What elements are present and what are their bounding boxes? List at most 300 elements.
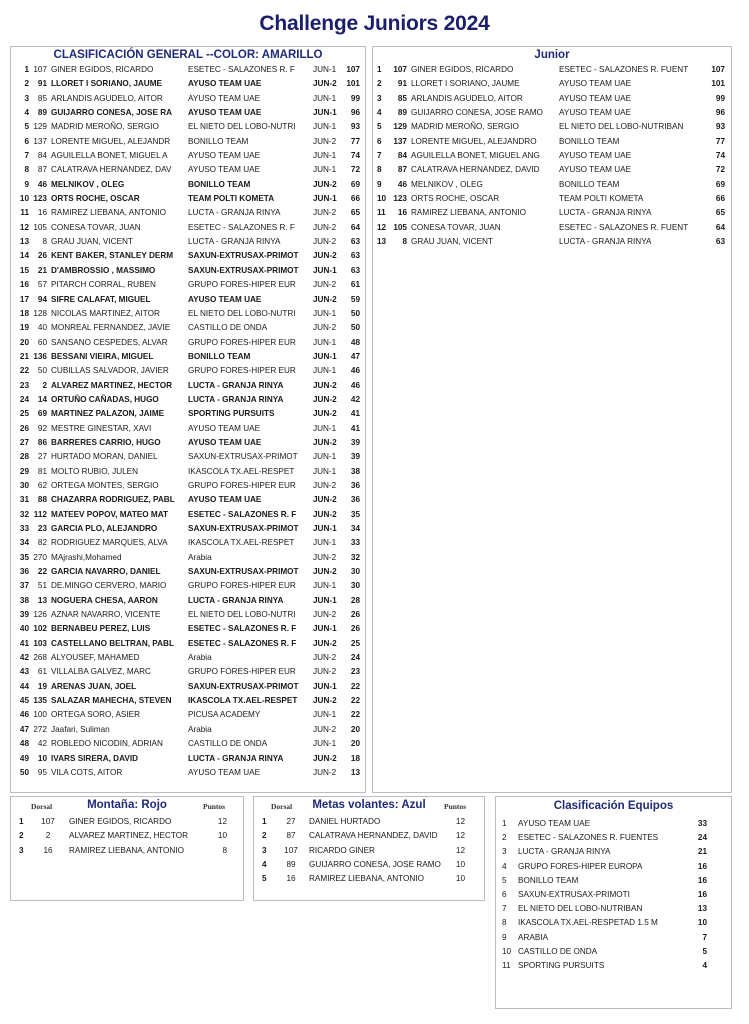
category-cell: JUN-1 — [313, 681, 337, 691]
team-cell: CASTILLO DE ONDA — [188, 739, 268, 749]
team-cell: IKASCOLA TX.AEL-RESPET — [188, 696, 298, 706]
team-name-cell: EL NIETO DEL LOBO-NUTRIBAN — [518, 904, 643, 914]
category-cell: JUN-2 — [313, 394, 337, 404]
rank-cell: 16 — [19, 280, 29, 290]
points-cell: 74 — [715, 151, 725, 161]
dorsal-cell: 89 — [397, 108, 407, 118]
points-cell: 69 — [715, 179, 725, 189]
rank-cell: 14 — [19, 251, 29, 261]
rank-cell: 11 — [20, 208, 29, 218]
rider-name-cell: MADRID MEROÑO, SERGIO — [51, 122, 159, 132]
category-cell: JUN-2 — [313, 767, 337, 777]
rider-name-cell: DANIEL HURTADO — [309, 817, 381, 826]
category-cell: JUN-1 — [313, 524, 337, 533]
team-name-cell: SPORTING PURSUITS — [518, 960, 605, 970]
category-cell: JUN-2 — [313, 208, 337, 218]
table-row — [373, 120, 731, 134]
table-row — [11, 723, 365, 737]
table-row — [11, 651, 365, 665]
rank-cell: 29 — [19, 466, 29, 476]
table-row — [11, 551, 365, 565]
rank-cell: 19 — [19, 323, 29, 333]
general-classification-table — [11, 63, 365, 780]
dorsal-cell: 94 — [37, 294, 47, 304]
team-cell: LUCTA - GRANJA RINYA — [188, 595, 284, 605]
category-cell: JUN-2 — [313, 222, 337, 232]
table-row — [11, 752, 365, 766]
rank-cell: 9 — [24, 179, 29, 189]
team-cell: GRUPO FORES-HIPER EUR — [188, 667, 296, 677]
dorsal-cell: 88 — [37, 495, 47, 505]
table-row — [496, 959, 731, 973]
table-row — [373, 77, 731, 91]
team-cell: LUCTA - GRANJA RINYA — [188, 208, 281, 218]
points-cell: 50 — [350, 323, 360, 333]
rank-cell: 1 — [262, 817, 267, 826]
points-cell: 12 — [455, 831, 465, 841]
rider-name-cell: GINER EGIDOS, RICARDO — [411, 65, 514, 74]
points-cell: 99 — [350, 93, 360, 103]
rider-name-cell: CALATRAVA HERNANDEZ, DAVID — [411, 165, 540, 175]
table-row — [11, 815, 243, 829]
category-cell: JUN-1 — [313, 710, 337, 720]
team-cell: GRUPO FORES-HIPER EUR — [188, 337, 296, 347]
table-row — [11, 407, 365, 421]
team-cell: EL NIETO DEL LOBO-NUTRI — [188, 308, 296, 318]
rider-name-cell: PITARCH CORRAL, RUBEN — [51, 280, 156, 290]
dorsal-cell: 107 — [33, 65, 47, 74]
sprints-heading: Metas volantes: Azul — [312, 799, 426, 811]
rider-name-cell: GUIJARRO CONESA, JOSE RAMO — [411, 108, 543, 118]
dorsal-cell: 50 — [37, 366, 47, 376]
points-cell: 39 — [350, 437, 360, 447]
dorsal-cell: 84 — [37, 151, 47, 161]
table-row — [11, 92, 365, 106]
team-name-cell: BONILLO TEAM — [518, 875, 579, 885]
rider-name-cell: RAMIREZ LIEBANA, ANTONIO — [309, 874, 424, 884]
category-cell: JUN-2 — [313, 380, 337, 390]
rank-cell: 12 — [377, 222, 387, 232]
rank-cell: 3 — [377, 93, 382, 103]
rank-cell: 5 — [24, 122, 29, 132]
points-cell: 46 — [350, 380, 360, 390]
team-cell: GRUPO FORES-HIPER EUR — [188, 581, 296, 591]
rank-cell: 11 — [502, 960, 511, 970]
points-cell: 16 — [697, 875, 707, 885]
rank-cell: 3 — [19, 845, 24, 855]
rider-name-cell: GARCIA PLO, ALEJANDRO — [51, 524, 158, 533]
dorsal-cell: 105 — [33, 222, 47, 232]
dorsal-column-header: Dorsal — [271, 802, 293, 811]
table-row — [11, 422, 365, 436]
rank-cell: 47 — [19, 724, 29, 734]
table-row — [254, 858, 484, 872]
table-row — [11, 737, 365, 751]
points-cell: 50 — [350, 308, 360, 318]
category-cell: JUN-1 — [313, 452, 337, 462]
rider-name-cell: AZNAR NAVARRO, VICENTE — [51, 610, 161, 620]
category-cell: JUN-2 — [313, 610, 337, 620]
points-cell: 72 — [350, 165, 360, 175]
points-cell: 36 — [350, 480, 360, 490]
table-row — [496, 860, 731, 874]
dorsal-cell: 89 — [286, 859, 296, 869]
category-cell: JUN-1 — [313, 122, 337, 132]
rider-name-cell: RODRIGUEZ MARQUES, ALVA — [51, 538, 168, 548]
rider-name-cell: SANSANO CESPEDES, ALVAR — [51, 337, 168, 347]
category-cell: JUN-1 — [313, 366, 337, 376]
sprints-table — [254, 815, 484, 886]
rider-name-cell: ALVAREZ MARTINEZ, HECTOR — [69, 831, 189, 841]
table-row — [11, 436, 365, 450]
points-cell: 23 — [350, 667, 360, 677]
rider-name-cell: MESTRE GINESTAR, XAVI — [51, 423, 152, 433]
table-row — [11, 637, 365, 651]
points-cell: 20 — [350, 739, 360, 749]
table-row — [11, 221, 365, 235]
category-cell: JUN-2 — [313, 179, 337, 189]
rank-cell: 9 — [502, 932, 507, 942]
table-row — [254, 829, 484, 843]
table-row — [373, 106, 731, 120]
dorsal-cell: 40 — [37, 323, 47, 333]
rank-cell: 42 — [19, 653, 29, 663]
dorsal-cell: 135 — [33, 696, 47, 706]
dorsal-cell: 95 — [37, 767, 47, 777]
points-cell: 63 — [350, 237, 360, 247]
team-cell: LUCTA - GRANJA RINYA — [188, 394, 284, 404]
team-table — [496, 817, 731, 973]
team-cell: ESETEC - SALAZONES R. FUENT — [559, 65, 689, 74]
table-row — [11, 508, 365, 522]
junior-classification-table — [373, 63, 731, 249]
table-row — [496, 845, 731, 859]
points-cell: 26 — [350, 624, 360, 634]
team-name-cell: ARABIA — [518, 932, 549, 942]
points-cell: 96 — [715, 108, 725, 118]
dorsal-cell: 105 — [393, 222, 407, 232]
table-row — [11, 192, 365, 206]
rank-cell: 5 — [502, 875, 507, 885]
rider-name-cell: GINER EGIDOS, RICARDO — [51, 65, 154, 74]
team-cell: SAXUN-EXTRUSAX-PRIMOT — [188, 524, 299, 533]
category-cell: JUN-1 — [313, 581, 337, 591]
rank-cell: 21 — [19, 351, 29, 361]
points-cell: 69 — [350, 179, 360, 189]
rank-cell: 2 — [262, 831, 267, 841]
rider-name-cell: LLORET I SORIANO, JAUME — [51, 79, 162, 89]
category-cell: JUN-2 — [313, 79, 337, 89]
table-row — [496, 831, 731, 845]
sprints-classification-panel — [253, 796, 485, 901]
rank-cell: 2 — [24, 79, 29, 89]
dorsal-cell: 51 — [37, 581, 47, 591]
rider-name-cell: ARENAS JUAN, JOEL — [51, 681, 137, 691]
team-cell: LUCTA - GRANJA RINYA — [559, 208, 652, 218]
rider-name-cell: D'AMBROSSIO , MASSIMO — [51, 265, 156, 275]
rank-cell: 8 — [377, 165, 382, 175]
rider-name-cell: BERNABEU PEREZ, LUIS — [51, 624, 151, 634]
team-cell: BONILLO TEAM — [559, 179, 620, 189]
points-cell: 61 — [350, 280, 360, 290]
rank-cell: 39 — [19, 610, 29, 620]
points-cell: 34 — [350, 524, 360, 533]
table-row — [11, 393, 365, 407]
dorsal-cell: 87 — [286, 831, 296, 841]
team-cell: ESETEC - SALAZONES R. FUENT — [559, 222, 689, 232]
team-cell: AYUSO TEAM UAE — [188, 294, 262, 304]
points-cell: 12 — [455, 845, 465, 855]
sprints-header — [254, 797, 484, 815]
dorsal-cell: 16 — [37, 208, 47, 218]
points-cell: 107 — [346, 65, 360, 74]
table-row — [11, 321, 365, 335]
team-cell: AYUSO TEAM UAE — [188, 767, 261, 777]
dorsal-cell: 16 — [286, 874, 296, 884]
table-row — [11, 307, 365, 321]
rank-cell: 41 — [19, 638, 29, 648]
table-row — [11, 77, 365, 91]
dorsal-cell: 61 — [37, 667, 47, 677]
rider-name-cell: NICOLAS MARTINEZ, AITOR — [51, 308, 160, 318]
table-row — [11, 120, 365, 134]
rider-name-cell: MELNIKOV , OLEG — [51, 179, 125, 189]
dorsal-cell: 107 — [41, 817, 55, 826]
rank-cell: 9 — [377, 179, 382, 189]
dorsal-cell: 272 — [33, 724, 47, 734]
rank-cell: 40 — [19, 624, 29, 634]
rider-name-cell: MARTINEZ PALAZON, JAIME — [51, 409, 165, 419]
category-cell: JUN-1 — [313, 108, 337, 118]
points-cell: 12 — [455, 817, 465, 826]
table-row — [11, 680, 365, 694]
rider-name-cell: RAMIREZ LIEBANA, ANTONIO — [69, 845, 184, 855]
general-classification-panel — [10, 46, 366, 793]
category-cell: JUN-1 — [313, 538, 337, 548]
table-row — [254, 815, 484, 829]
rider-name-cell: RAMIREZ LIEBANA, ANTONIO — [411, 208, 526, 218]
points-cell: 13 — [350, 767, 360, 777]
points-cell: 66 — [350, 194, 360, 204]
table-row — [11, 608, 365, 622]
rider-name-cell: VILLALBA GALVEZ, MARC — [51, 667, 151, 677]
dorsal-cell: 62 — [37, 480, 47, 490]
table-row — [373, 206, 731, 220]
rider-name-cell: CALATRAVA HERNANDEZ, DAVID — [309, 831, 438, 841]
points-cell: 35 — [350, 509, 360, 519]
points-cell: 10 — [455, 874, 465, 884]
table-row — [11, 708, 365, 722]
dorsal-cell: 103 — [33, 638, 47, 648]
table-row — [11, 364, 365, 378]
dorsal-cell: 27 — [286, 817, 296, 826]
dorsal-cell: 85 — [397, 93, 407, 103]
table-row — [11, 844, 243, 858]
rank-cell: 20 — [19, 337, 29, 347]
category-cell: JUN-2 — [313, 480, 337, 490]
team-cell: SAXUN-EXTRUSAX-PRIMOT — [188, 251, 299, 261]
table-row — [11, 694, 365, 708]
points-cell: 77 — [715, 136, 725, 146]
dorsal-cell: 86 — [37, 437, 47, 447]
rank-cell: 38 — [19, 595, 29, 605]
rank-cell: 7 — [377, 151, 382, 161]
points-cell: 22 — [350, 696, 360, 706]
rank-cell: 11 — [377, 208, 386, 218]
rank-cell: 1 — [377, 65, 382, 74]
team-cell: AYUSO TEAM UAE — [188, 437, 262, 447]
rank-cell: 34 — [19, 538, 29, 548]
category-cell: JUN-1 — [313, 337, 337, 347]
category-cell: JUN-1 — [313, 595, 337, 605]
points-cell: 30 — [350, 567, 360, 577]
team-cell: BONILLO TEAM — [188, 179, 251, 189]
team-cell: ESETEC - SALAZONES R. F — [188, 222, 295, 232]
rider-name-cell: SIFRE CALAFAT, MIGUEL — [51, 294, 151, 304]
rank-cell: 23 — [19, 380, 29, 390]
team-cell: EL NIETO DEL LOBO-NUTRI — [188, 122, 296, 132]
table-row — [373, 221, 731, 235]
table-row — [373, 235, 731, 249]
rank-cell: 6 — [377, 136, 382, 146]
dorsal-cell: 16 — [397, 208, 407, 218]
points-cell: 65 — [715, 208, 725, 218]
team-cell: GRUPO FORES-HIPER EUR — [188, 280, 296, 290]
rider-name-cell: DE.MINGO CERVERO, MARIO — [51, 581, 167, 591]
dorsal-cell: 137 — [33, 136, 47, 146]
points-cell: 77 — [350, 136, 360, 146]
rank-cell: 28 — [19, 452, 29, 462]
rank-cell: 50 — [19, 767, 29, 777]
rider-name-cell: ORTEGA SORO, ASIER — [51, 710, 141, 720]
points-cell: 63 — [350, 251, 360, 261]
rank-cell: 4 — [502, 861, 507, 871]
dorsal-cell: 81 — [37, 466, 47, 476]
table-row — [11, 249, 365, 263]
points-cell: 32 — [350, 552, 360, 562]
rank-cell: 3 — [24, 93, 29, 103]
rank-cell: 7 — [24, 151, 29, 161]
team-cell: AYUSO TEAM UAE — [559, 108, 632, 118]
points-cell: 38 — [350, 466, 360, 476]
rider-name-cell: AGUILELLA BONET, MIGUEL ANG — [411, 151, 540, 161]
rider-name-cell: MONREAL FERNANDEZ, JAVIE — [51, 323, 171, 333]
rider-name-cell: CHAZARRA RODRIGUEZ, PABL — [51, 495, 175, 505]
team-cell: LUCTA - GRANJA RINYA — [559, 237, 652, 247]
team-cell: CASTILLO DE ONDA — [188, 323, 268, 333]
rank-cell: 44 — [19, 681, 29, 691]
team-classification-panel — [495, 796, 732, 1009]
rider-name-cell: LORENTE MIGUEL, ALEJANDR — [51, 136, 171, 146]
mountain-table — [11, 815, 243, 858]
points-cell: 33 — [350, 538, 360, 548]
category-cell: JUN-1 — [313, 165, 337, 175]
points-cell: 24 — [350, 653, 360, 663]
team-heading: Clasificación Equipos — [553, 800, 674, 812]
rider-name-cell: MATEEV POPOV, MATEO MAT — [51, 509, 169, 519]
team-cell: Arabia — [188, 552, 212, 562]
table-row — [11, 63, 365, 77]
rider-name-cell: CONESA TOVAR, JUAN — [51, 222, 141, 232]
team-cell: EL NIETO DEL LOBO-NUTRI — [188, 610, 296, 620]
dorsal-cell: 87 — [37, 165, 47, 175]
dorsal-cell: 42 — [37, 739, 47, 749]
dorsal-cell: 126 — [33, 610, 47, 620]
table-row — [496, 916, 731, 930]
table-row — [11, 579, 365, 593]
rider-name-cell: ALYOUSEF, MAHAMED — [51, 653, 140, 663]
points-cell: 59 — [350, 294, 360, 304]
rider-name-cell: GRAU JUAN, VICENT — [51, 237, 133, 247]
category-cell: JUN-2 — [313, 509, 337, 519]
dorsal-cell: 91 — [397, 79, 407, 89]
category-cell: JUN-2 — [313, 294, 337, 304]
table-row — [496, 874, 731, 888]
points-cell: 20 — [350, 724, 360, 734]
team-name-cell: CASTILLO DE ONDA — [518, 946, 598, 956]
dorsal-cell: 19 — [37, 681, 47, 691]
table-row — [11, 766, 365, 780]
team-cell: TEAM POLTI KOMETA — [188, 194, 275, 204]
rider-name-cell: ORTS ROCHE, OSCAR — [411, 194, 500, 204]
dorsal-cell: 123 — [33, 194, 47, 204]
rider-name-cell: NOGUERA CHESA, AARON — [51, 595, 158, 605]
dorsal-cell: 16 — [43, 845, 53, 855]
rank-cell: 37 — [19, 581, 29, 591]
dorsal-cell: 92 — [37, 423, 47, 433]
points-cell: 64 — [715, 222, 725, 232]
rank-cell: 8 — [502, 918, 507, 928]
dorsal-cell: 91 — [37, 79, 47, 89]
dorsal-cell: 8 — [42, 237, 47, 247]
rank-cell: 4 — [377, 108, 382, 118]
team-cell: BONILLO TEAM — [188, 136, 249, 146]
points-cell: 39 — [350, 452, 360, 462]
rider-name-cell: ORTS ROCHE, OSCAR — [51, 194, 140, 204]
category-cell: JUN-2 — [313, 552, 337, 562]
points-cell: 33 — [697, 819, 707, 828]
points-cell: 16 — [697, 861, 707, 871]
points-column-header: Puntos — [203, 802, 226, 811]
category-cell: JUN-1 — [313, 308, 337, 318]
rank-cell: 2 — [502, 833, 507, 843]
team-cell: ESETEC - SALAZONES R. F — [188, 638, 297, 648]
category-cell: JUN-1 — [313, 739, 337, 749]
team-cell: AYUSO TEAM UAE — [559, 79, 632, 89]
dorsal-column-header: Dorsal — [31, 802, 53, 811]
dorsal-cell: 2 — [42, 380, 47, 390]
mountain-header — [11, 797, 243, 815]
table-row — [373, 135, 731, 149]
category-cell: JUN-2 — [313, 136, 337, 146]
table-row — [373, 63, 731, 77]
page-title: Challenge Juniors 2024 — [259, 12, 490, 35]
rank-cell: 1 — [19, 817, 24, 826]
dorsal-cell: 129 — [393, 122, 407, 132]
points-cell: 66 — [715, 194, 725, 204]
points-cell: 64 — [350, 222, 360, 232]
dorsal-cell: 129 — [33, 122, 47, 132]
table-row — [11, 235, 365, 249]
team-cell: SAXUN-EXTRUSAX-PRIMOT — [188, 567, 299, 577]
rank-cell: 4 — [24, 108, 29, 118]
team-cell: GRUPO FORES-HIPER EUR — [188, 480, 296, 490]
table-row — [11, 594, 365, 608]
team-cell: Arabia — [188, 724, 212, 734]
table-row — [11, 106, 365, 120]
team-name-cell: ESETEC - SALAZONES R. FUENTES — [518, 833, 659, 843]
rank-cell: 1 — [24, 65, 29, 74]
